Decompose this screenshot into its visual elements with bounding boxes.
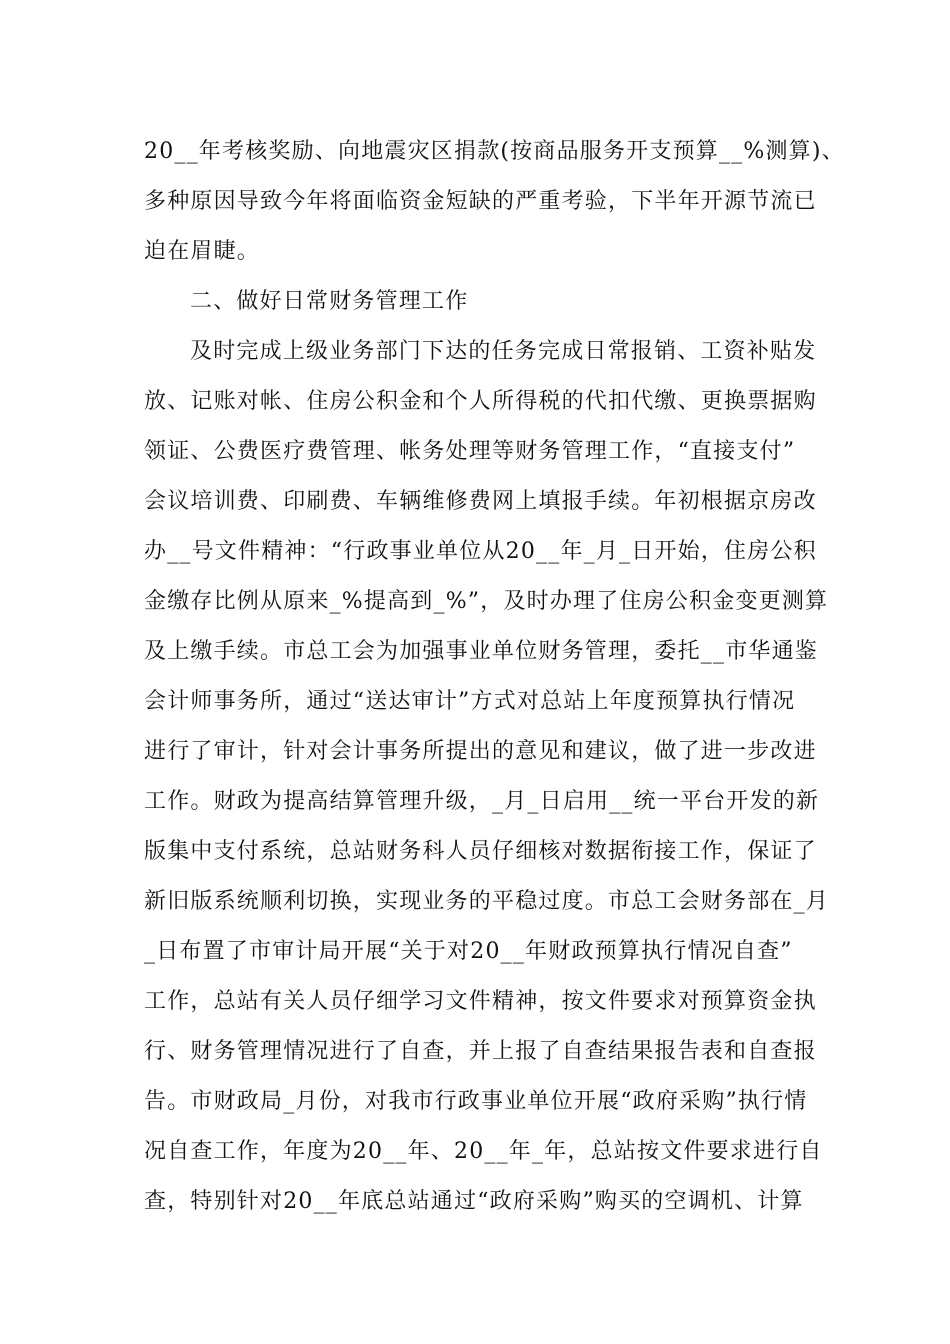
section-heading: 二、做好日常财务管理工作 — [190, 289, 469, 314]
text-line-13: 进行了审计，针对会计事务所提出的意见和建议，做了进一步改进 — [144, 739, 817, 764]
text-line-22: 查，特别针对20__年底总站通过“政府采购”购买的空调机、计算 — [144, 1189, 804, 1214]
text-line-5: 及时完成上级业务部门下达的任务完成日常报销、工资补贴发 — [190, 339, 817, 364]
text-line-8: 会议培训费、印刷费、车辆维修费网上填报手续。年初根据京房改 — [144, 489, 817, 514]
text-line-21: 况自查工作，年度为20__年、20__年_年，总站按文件要求进行自 — [144, 1139, 823, 1164]
text-line-20: 告。市财政局_月份，对我市行政事业单位开展“政府采购”执行情 — [144, 1089, 808, 1114]
text-line-11: 及上缴手续。市总工会为加强事业单位财务管理，委托__市华通鉴 — [144, 639, 819, 664]
text-line-10: 金缴存比例从原来_%提高到_%”，及时办理了住房公积金变更测算 — [144, 589, 829, 614]
text-line-14: 工作。财政为提高结算管理升级，_月_日启用__统一平台开发的新 — [144, 789, 820, 814]
text-line-7: 领证、公费医疗费管理、帐务处理等财务管理工作，“直接支付” — [144, 439, 796, 464]
text-line-15: 版集中支付系统，总站财务科人员仔细核对数据衔接工作，保证了 — [144, 839, 817, 864]
text-line-16: 新旧版系统顺利切换，实现业务的平稳过度。市总工会财务部在_月 — [144, 889, 830, 914]
text-line-18: 工作，总站有关人员仔细学习文件精神，按文件要求对预算资金执 — [144, 989, 817, 1014]
text-line-17: _日布置了市审计局开展“关于对20__年财政预算执行情况自查” — [144, 939, 793, 964]
text-line-2: 多种原因导致今年将面临资金短缺的严重考验，下半年开源节流已 — [144, 189, 817, 214]
text-line-3: 迫在眉睫。 — [144, 239, 261, 264]
text-line-19: 行、财务管理情况进行了自查，并上报了自查结果报告表和自查报 — [144, 1039, 817, 1064]
text-line-1: 20__年考核奖励、向地震灾区捐款(按商品服务开支预算__%测算)、 — [144, 139, 845, 164]
text-line-12: 会计师事务所，通过“送达审计”方式对总站上年度预算执行情况 — [144, 689, 796, 714]
text-line-9: 办__号文件精神：“行政事业单位从20__年_月_日开始，住房公积 — [144, 539, 817, 564]
text-line-6: 放、记账对帐、住房公积金和个人所得税的代扣代缴、更换票据购 — [144, 389, 817, 414]
